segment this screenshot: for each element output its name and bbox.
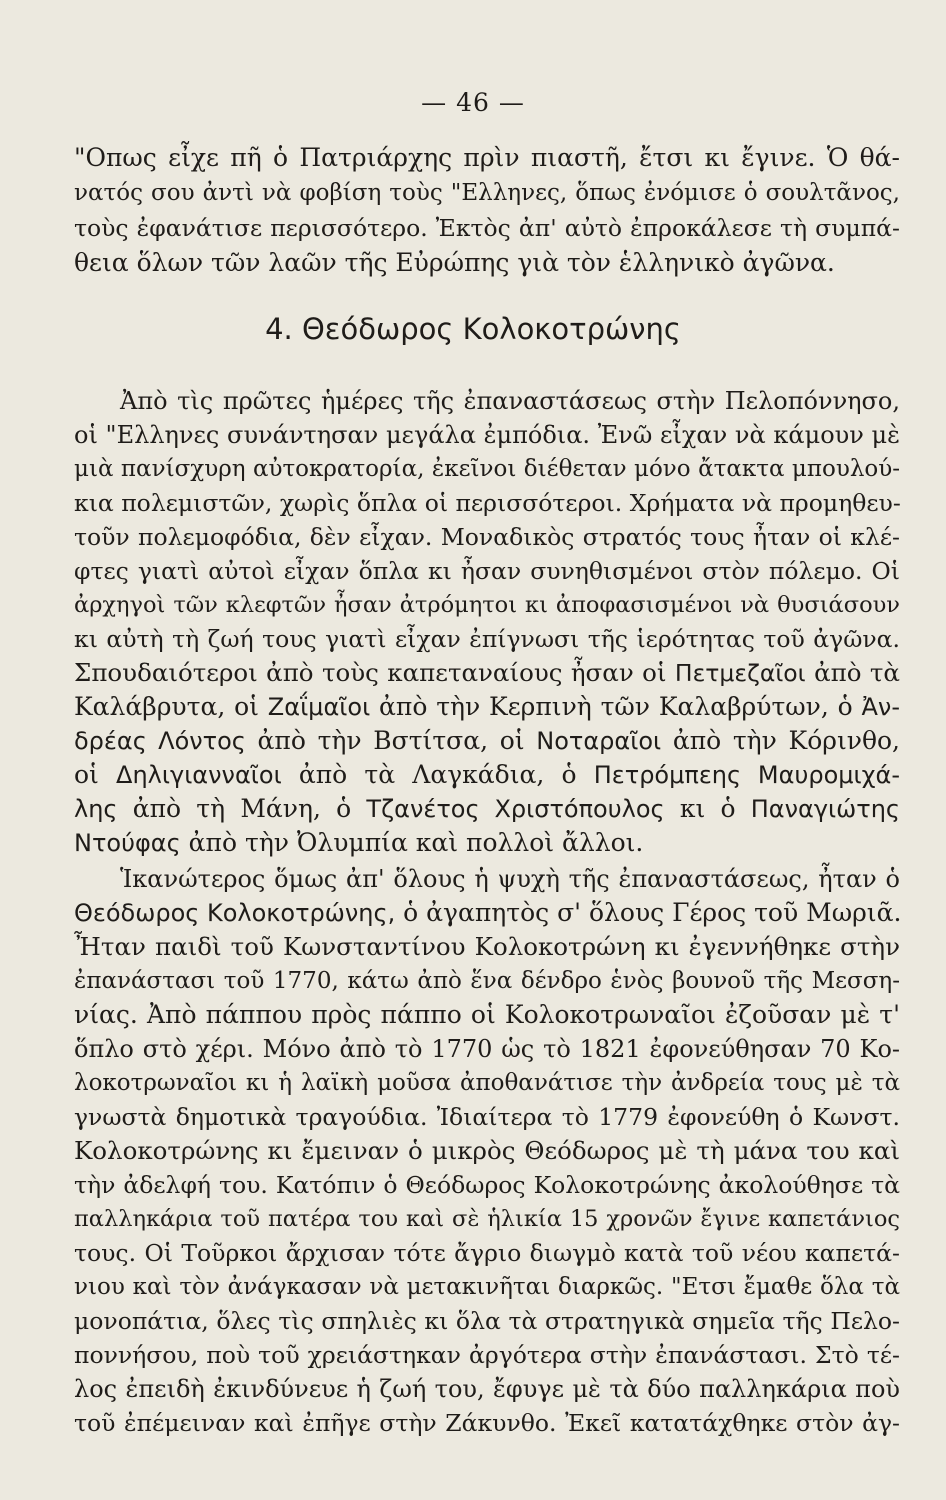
- text-line: Ἱκανώτερος ὅμως ἀπ' ὅλους ἡ ψυχὴ τῆς ἐπαναστάσεως, ἦταν ὁ: [120, 865, 900, 893]
- text-line: τοῦ ἐπέμειναν καὶ ἐπῆγε στὴν Ζάκυνθο. Ἐκεῖ κατατάχθηκε στὸν ἀγ-: [74, 1409, 900, 1437]
- highlighted-name: Παναγιώτης: [750, 795, 900, 823]
- highlighted-name: δρέας Λόντος: [74, 727, 246, 755]
- text-line: [74, 828, 900, 858]
- text-line: οἱ "Ελληνες συνάντησαν μεγάλα ἐμπόδια. Ἐνῶ εἶχαν νὰ κάμουν μὲ: [74, 421, 900, 449]
- section-heading: 4. Θεόδωρος Κολοκοτρώνης: [265, 312, 681, 346]
- text-line: τους. Οἱ Τοῦρκοι ἄρχισαν τότε ἄγριο διωγμὸ κατὰ τοῦ νέου καπετά-: [74, 1239, 900, 1267]
- text-line: φτες γιατὶ αὐτοὶ εἶχαν ὅπλα κι ἦσαν συνηθισμένοι στὸν πόλεμο. Οἱ: [74, 557, 900, 585]
- text-line: [74, 794, 900, 824]
- text-run: ἀπὸ τὴν Κόρινθο,: [672, 726, 900, 755]
- highlighted-name: Ντούφας: [74, 829, 181, 857]
- text-line: [74, 692, 900, 722]
- text-line: ἀρχηγοὶ τῶν κλεφτῶν ἦσαν ἀτρόμητοι κι ἀποφασισμένοι νὰ θυσιάσουν: [74, 592, 900, 618]
- text-line: μονοπάτια, ὅλες τὶς σπηλιὲς κι ὅλα τὰ στρατηγικὰ σημεῖα τῆς Πελο-: [74, 1307, 900, 1335]
- text-line: νατός σου ἀντὶ νὰ φοβίση τοὺς "Ελληνες, ὅπως ἐνόμισε ὁ σουλτᾶνος,: [74, 180, 900, 206]
- highlighted-name: λης: [74, 795, 118, 823]
- highlighted-name: Πετμεζαῖοι: [674, 659, 806, 687]
- highlighted-name: Θεόδωρος Κολοκοτρώνης,: [74, 899, 396, 927]
- text-line: γνωστὰ δημοτικὰ τραγούδια. Ἰδιαίτερα τὸ 1779 ἐφονεύθη ὁ Κωνστ.: [74, 1103, 900, 1131]
- text-run: ἀπὸ τὴν Βστίτσα, οἱ: [257, 726, 525, 755]
- text-line: μιὰ πανίσχυρη αὐτοκρατορία, ἐκεῖνοι διέθεταν μόνο ἄτακτα μπουλού-: [74, 456, 900, 482]
- text-line: λοκοτρωναῖοι κι ἡ λαϊκὴ μοῦσα ἀποθανάτισε τὴν ἀνδρεία τους μὲ τὰ: [74, 1070, 900, 1096]
- text-line: ὅπλο στὸ χέρι. Μόνο ἀπὸ τὸ 1770 ὡς τὸ 1821 ἐφονεύθησαν 70 Κο-: [74, 1035, 900, 1063]
- text-line: Ἦταν παιδὶ τοῦ Κωνσταντίνου Κολοκοτρώνη κι ἐγεννήθηκε στὴν: [74, 932, 900, 961]
- highlighted-name: Τζανέτος Χριστόπουλος: [366, 795, 665, 823]
- highlighted-name: Δηλιγιανναῖοι: [116, 761, 282, 789]
- text-line: Κολοκοτρώνης κι ἔμειναν ὁ μικρὸς Θεόδωρος μὲ τὴ μάνα του καὶ: [74, 1136, 900, 1165]
- highlighted-name: Ζαΐμαῖοι: [267, 693, 371, 721]
- text-line: τὴν ἀδελφή του. Κατόπιν ὁ Θεόδωρος Κολοκοτρώνης ἀκολούθησε τὰ: [74, 1171, 900, 1199]
- text-run: ὁ ἀγαπητὸς σ' ὅλους Γέρος τοῦ Μωριᾶ.: [403, 898, 902, 927]
- text-run: ἀπὸ τὴν Κερπινὴ τῶν Καλαβρύτων, ὁ: [379, 692, 853, 721]
- text-run: κι ὁ: [679, 794, 736, 823]
- text-run: ἀπὸ τὰ: [814, 658, 900, 687]
- text-line: [74, 726, 900, 756]
- text-run: ἀπὸ τὴ Μάνη, ὁ: [132, 794, 352, 823]
- text-run: ἀπὸ τὴν Ὀλυμπία καὶ πολλοὶ ἄλλοι.: [188, 828, 644, 857]
- text-line: ποννήσου, ποὺ τοῦ χρειάστηκαν ἀργότερα στὴν ἐπανάστασι. Στὸ τέ-: [74, 1341, 900, 1369]
- text-line: παλληκάρια τοῦ πατέρα του καὶ σὲ ἡλικία 15 χρονῶν ἔγινε καπετάνιος: [74, 1206, 900, 1232]
- text-line: [74, 898, 900, 928]
- text-run: ἀπὸ τὰ Λαγκάδια, ὁ: [298, 760, 577, 789]
- text-line: θεια ὅλων τῶν λαῶν τῆς Εὐρώπης γιὰ τὸν ἑλληνικὸ ἀγῶνα.: [74, 248, 835, 277]
- highlighted-name: Νοταραῖοι: [536, 727, 662, 755]
- text-line: τοὺς ἐφανάτισε περισσότερο. Ἐκτὸς ἀπ' αὐτὸ ἐπροκάλεσε τὴ συμπά-: [74, 214, 900, 242]
- text-run: Καλάβρυτα, οἱ: [74, 692, 259, 721]
- text-line: λος ἐπειδὴ ἐκινδύνευε ἡ ζωή του, ἔφυγε μὲ τὰ δύο παλληκάρια ποὺ: [74, 1375, 900, 1403]
- highlighted-name: Πετρόμπεης Μαυρομιχά-: [593, 761, 901, 789]
- text-line: "Οπως εἶχε πῆ ὁ Πατριάρχης πρὶν πιαστῆ, ἔτσι κι ἔγινε. Ὁ θά-: [74, 143, 900, 172]
- text-line: κι αὐτὴ τὴ ζωή τους γιατὶ εἶχαν ἐπίγνωσι τῆς ἱερότητας τοῦ ἀγῶνα.: [74, 625, 900, 653]
- text-line: [74, 760, 900, 790]
- text-line: κια πολεμιστῶν, χωρὶς ὅπλα οἱ περισσότεροι. Χρήματα νὰ προμηθευ-: [74, 489, 901, 517]
- text-run: οἱ: [74, 760, 99, 789]
- highlighted-name: Ἀν-: [861, 693, 900, 721]
- text-line: τοῦν πολεμοφόδια, δὲν εἶχαν. Μοναδικὸς στρατός τους ἦταν οἱ κλέ-: [74, 523, 900, 551]
- text-line: Ἀπὸ τὶς πρῶτες ἡμέρες τῆς ἐπαναστάσεως στὴν Πελοπόννησο,: [120, 387, 900, 415]
- text-line: νίας. Ἀπὸ πάππου πρὸς πάππο οἱ Κολοκοτρωναῖοι ἐζοῦσαν μὲ τ': [74, 1000, 900, 1029]
- text-line: ἐπανάστασι τοῦ 1770, κάτω ἀπὸ ἕνα δένδρο ἑνὸς βουνοῦ τῆς Μεσση-: [74, 968, 900, 994]
- text-line: νιου καὶ τὸν ἀνάγκασαν νὰ μετακινῆται διαρκῶς. "Ετσι ἔμαθε ὅλα τὰ: [74, 1274, 900, 1300]
- page-number: — 46 —: [421, 88, 525, 117]
- text-line: [74, 658, 900, 688]
- text-run: Σπουδαιότεροι ἀπὸ τοὺς καπεταναίους ἦσαν οἱ: [74, 658, 667, 687]
